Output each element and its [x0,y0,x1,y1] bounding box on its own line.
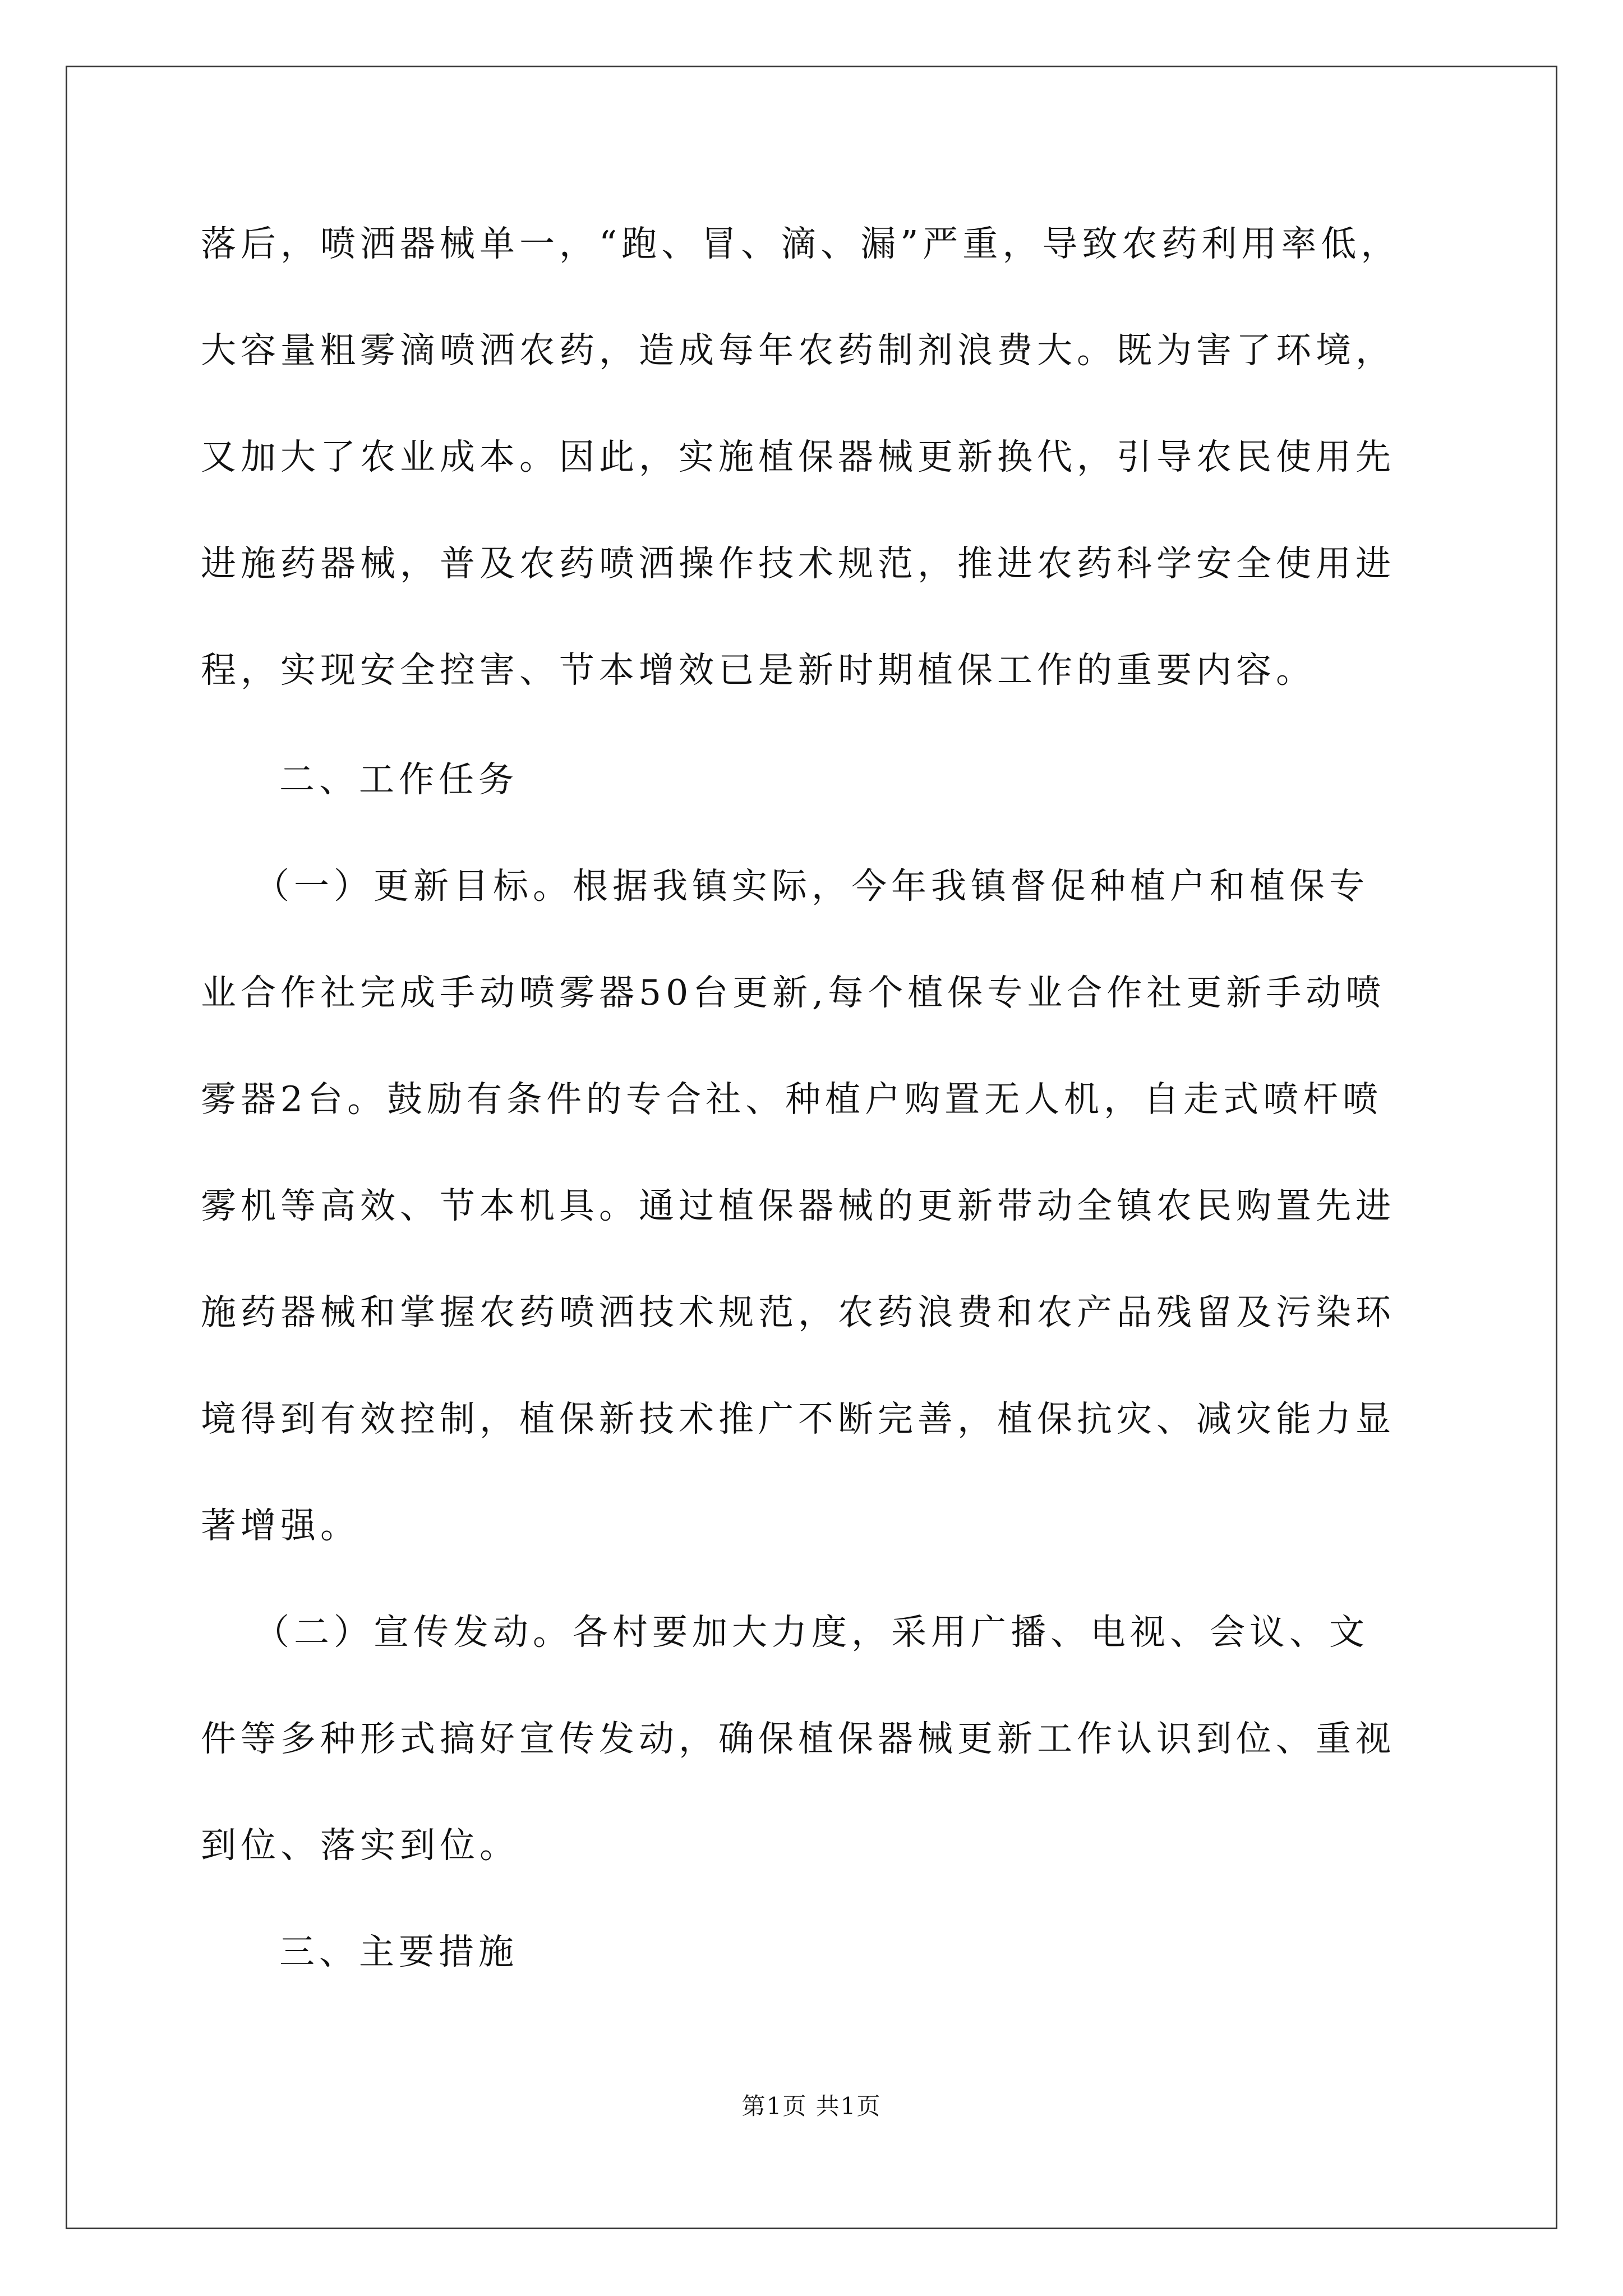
section-heading: 二、工作任务 [279,759,518,800]
paragraph-line: （二）宣传发动。各村要加大力度，采用广播、电视、会议、文 [254,1612,1369,1653]
paragraph-line: 大容量粗雾滴喷洒农药，造成每年农药制剂浪费大。既为害了环境， [201,330,1395,371]
paragraph-line: 业合作社完成手动喷雾器50台更新,每个植保专业合作社更新手动喷 [201,972,1386,1013]
paragraph-line: 件等多种形式搞好宣传发动，确保植保器械更新工作认识到位、重视 [201,1718,1395,1759]
page-border [66,66,1557,2229]
paragraph-line: （一）更新目标。根据我镇实际，今年我镇督促种植户和植保专 [254,866,1369,907]
paragraph-line: 到位、落实到位。 [201,1825,519,1866]
paragraph-line: 雾器2台。鼓励有条件的专合社、种植户购置无人机，自走式喷杆喷 [201,1079,1383,1120]
paragraph-line: 又加大了农业成本。因此，实施植保器械更新换代，引导农民使用先 [201,436,1395,477]
paragraph-line: 著增强。 [201,1505,360,1546]
paragraph-line: 境得到有效控制，植保新技术推广不断完善，植保抗灾、减灾能力显 [201,1398,1395,1439]
paragraph-line: 程，实现安全控害、节本增效已是新时期植保工作的重要内容。 [201,650,1316,691]
paragraph-line: 进施药器械，普及农药喷洒操作技术规范，推进农药科学安全使用进 [201,543,1395,584]
section-heading: 三、主要措施 [279,1931,518,1972]
page-number: 第1页 共1页 [741,2092,882,2120]
paragraph-line: 落后，喷洒器械单一，“跑、冒、滴、漏”严重，导致农药利用率低， [201,223,1401,264]
paragraph-line: 施药器械和掌握农药喷洒技术规范，农药浪费和农产品残留及污染环 [201,1292,1395,1333]
paragraph-line: 雾机等高效、节本机具。通过植保器械的更新带动全镇农民购置先进 [201,1185,1395,1226]
